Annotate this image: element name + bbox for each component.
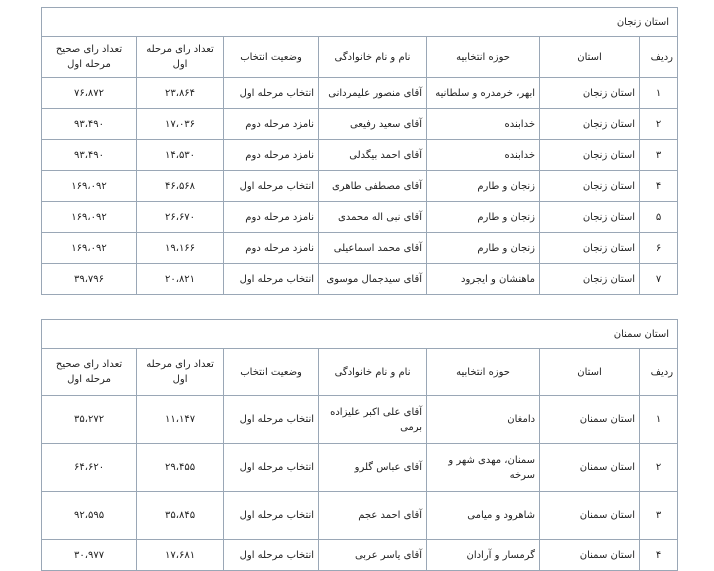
- table-row: [42, 109, 678, 140]
- header-row: [42, 37, 678, 78]
- header-aray: تعداد رای مرحله اول: [137, 37, 224, 78]
- cell-ostan: استان سمنان: [540, 396, 640, 444]
- cell-vote-count: ۱۴،۵۳۰: [137, 140, 224, 171]
- cell-name: آقای منصور علیمردانی: [319, 78, 427, 109]
- cell-vaziat: انتخاب مرحله اول: [224, 396, 319, 444]
- header-radif: ردیف: [640, 349, 678, 396]
- cell-hozeh: دامغان: [427, 396, 540, 444]
- table-title-row: [42, 320, 678, 349]
- header-vaziat: وضعیت انتخاب: [224, 349, 319, 396]
- cell-hozeh: سمنان، مهدی شهر و سرخه: [427, 444, 540, 492]
- cell-radif: ۴: [640, 540, 678, 571]
- cell-name: آقای سعید رفیعی: [319, 109, 427, 140]
- cell-radif: ۷: [640, 264, 678, 295]
- cell-valid-votes: ۱۶۹،۰۹۲: [42, 171, 137, 202]
- cell-valid-votes: ۹۳،۴۹۰: [42, 109, 137, 140]
- section-title: استان سمنان: [42, 320, 678, 349]
- cell-vaziat: انتخاب مرحله اول: [224, 492, 319, 540]
- cell-radif: ۶: [640, 233, 678, 264]
- cell-vaziat: انتخاب مرحله اول: [224, 264, 319, 295]
- cell-vote-count: ۲۶،۶۷۰: [137, 202, 224, 233]
- cell-valid-votes: ۹۲،۵۹۵: [42, 492, 137, 540]
- cell-name: آقای محمد اسماعیلی: [319, 233, 427, 264]
- cell-name: آقای سیدجمال موسوی: [319, 264, 427, 295]
- cell-vote-count: ۲۳،۸۶۴: [137, 78, 224, 109]
- cell-ostan: استان زنجان: [540, 171, 640, 202]
- cell-vote-count: ۴۶،۵۶۸: [137, 171, 224, 202]
- header-ostan: استان: [540, 349, 640, 396]
- table-row: [42, 78, 678, 109]
- cell-radif: ۲: [640, 109, 678, 140]
- header-ostan: استان: [540, 37, 640, 78]
- header-row: [42, 349, 678, 396]
- cell-name: آقای نبی اله محمدی: [319, 202, 427, 233]
- cell-ostan: استان زنجان: [540, 109, 640, 140]
- cell-vaziat: نامزد مرحله دوم: [224, 140, 319, 171]
- cell-radif: ۳: [640, 140, 678, 171]
- cell-name: آقای احمد عجم: [319, 492, 427, 540]
- header-aray: تعداد رای مرحله اول: [137, 349, 224, 396]
- cell-vote-count: ۱۹،۱۶۶: [137, 233, 224, 264]
- cell-radif: ۱: [640, 78, 678, 109]
- cell-vaziat: انتخاب مرحله اول: [224, 540, 319, 571]
- header-name: نام و نام خانوادگی: [319, 37, 427, 78]
- cell-vote-count: ۱۷،۰۳۶: [137, 109, 224, 140]
- cell-hozeh: خدابنده: [427, 109, 540, 140]
- table-row: [42, 171, 678, 202]
- header-name: نام و نام خانوادگی: [319, 349, 427, 396]
- cell-radif: ۲: [640, 444, 678, 492]
- cell-hozeh: ماهنشان و ایجرود: [427, 264, 540, 295]
- header-sahih: تعداد رای صحیح مرحله اول: [42, 349, 137, 396]
- cell-vaziat: انتخاب مرحله اول: [224, 171, 319, 202]
- cell-hozeh: خدابنده: [427, 140, 540, 171]
- cell-vaziat: نامزد مرحله دوم: [224, 202, 319, 233]
- section-title: استان زنجان: [42, 8, 678, 37]
- cell-name: آقای یاسر عربی: [319, 540, 427, 571]
- table-row: [42, 396, 678, 444]
- cell-valid-votes: ۱۶۹،۰۹۲: [42, 202, 137, 233]
- table-row: [42, 140, 678, 171]
- header-hozeh: حوزه انتخابیه: [427, 349, 540, 396]
- header-radif: ردیف: [640, 37, 678, 78]
- cell-vaziat: نامزد مرحله دوم: [224, 109, 319, 140]
- header-vaziat: وضعیت انتخاب: [224, 37, 319, 78]
- cell-name: آقای مصطفی طاهری: [319, 171, 427, 202]
- cell-hozeh: زنجان و طارم: [427, 233, 540, 264]
- table-row: [42, 202, 678, 233]
- cell-valid-votes: ۳۵،۲۷۲: [42, 396, 137, 444]
- cell-ostan: استان زنجان: [540, 264, 640, 295]
- cell-vote-count: ۱۱،۱۴۷: [137, 396, 224, 444]
- table-row: [42, 233, 678, 264]
- cell-radif: ۴: [640, 171, 678, 202]
- cell-vote-count: ۲۰،۸۲۱: [137, 264, 224, 295]
- cell-ostan: استان سمنان: [540, 444, 640, 492]
- cell-vaziat: انتخاب مرحله اول: [224, 78, 319, 109]
- cell-valid-votes: ۱۶۹،۰۹۲: [42, 233, 137, 264]
- cell-ostan: استان زنجان: [540, 140, 640, 171]
- cell-radif: ۳: [640, 492, 678, 540]
- cell-hozeh: زنجان و طارم: [427, 171, 540, 202]
- cell-hozeh: زنجان و طارم: [427, 202, 540, 233]
- cell-vaziat: نامزد مرحله دوم: [224, 233, 319, 264]
- cell-valid-votes: ۹۳،۴۹۰: [42, 140, 137, 171]
- cell-vote-count: ۳۵،۸۴۵: [137, 492, 224, 540]
- cell-vaziat: انتخاب مرحله اول: [224, 444, 319, 492]
- cell-valid-votes: ۶۴،۶۲۰: [42, 444, 137, 492]
- table-row: [42, 492, 678, 540]
- cell-vote-count: ۲۹،۴۵۵: [137, 444, 224, 492]
- table-title-row: [42, 8, 678, 37]
- cell-hozeh: شاهرود و میامی: [427, 492, 540, 540]
- table-row: [42, 540, 678, 571]
- zanjan-table: [41, 7, 678, 295]
- cell-valid-votes: ۷۶،۸۷۲: [42, 78, 137, 109]
- cell-name: آقای احمد بیگدلی: [319, 140, 427, 171]
- cell-ostan: استان سمنان: [540, 492, 640, 540]
- header-sahih: تعداد رای صحیح مرحله اول: [42, 37, 137, 78]
- table-row: [42, 444, 678, 492]
- cell-name: آقای علی اکبر علیزاده برمی: [319, 396, 427, 444]
- cell-ostan: استان زنجان: [540, 202, 640, 233]
- cell-name: آقای عباس گلرو: [319, 444, 427, 492]
- cell-radif: ۱: [640, 396, 678, 444]
- table-row: [42, 264, 678, 295]
- cell-ostan: استان سمنان: [540, 540, 640, 571]
- header-hozeh: حوزه انتخابیه: [427, 37, 540, 78]
- cell-valid-votes: ۳۹،۷۹۶: [42, 264, 137, 295]
- cell-hozeh: گرمسار و آرادان: [427, 540, 540, 571]
- cell-radif: ۵: [640, 202, 678, 233]
- cell-vote-count: ۱۷،۶۸۱: [137, 540, 224, 571]
- cell-hozeh: ابهر، خرمدره و سلطانیه: [427, 78, 540, 109]
- cell-ostan: استان زنجان: [540, 233, 640, 264]
- cell-valid-votes: ۳۰،۹۷۷: [42, 540, 137, 571]
- cell-ostan: استان زنجان: [540, 78, 640, 109]
- semnan-table: [41, 319, 678, 571]
